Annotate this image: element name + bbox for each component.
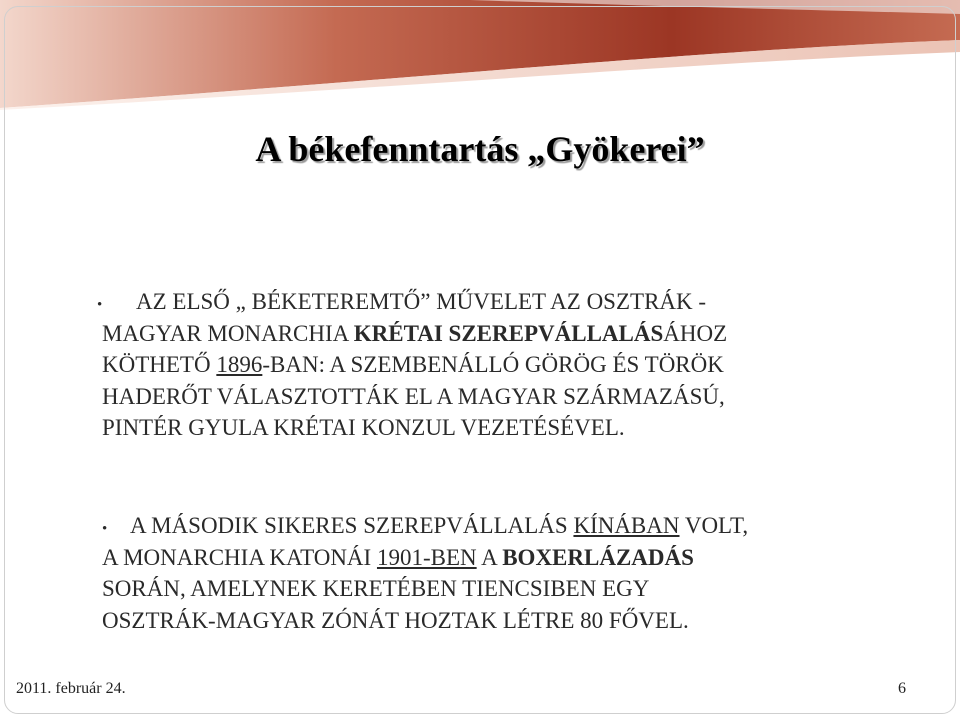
- paragraph-2-line-2: A MONARCHIA KATONÁI 1901-BEN A BOXERLÁZADÁS: [102, 544, 694, 570]
- slide-number: 6: [898, 680, 906, 697]
- paragraph-2-line-1: A MÁSODIK SIKERES SZEREPVÁLLALÁS KÍNÁBAN VOLT,: [130, 513, 749, 538]
- paragraph-1-line-3: KÖTHETŐ 1896-BAN: A SZEMBENÁLLÓ GÖRÖG ÉS TÖRÖK: [102, 352, 724, 377]
- bullet-paragraph-2: [102, 510, 862, 636]
- bold-keyword: BOXERLÁZADÁS: [502, 544, 694, 570]
- paragraph-1-line-2: MAGYAR MONARCHIA KRÉTAI SZEREPVÁLLALÁSÁHOZ: [102, 320, 728, 346]
- bullet-icon: •: [102, 521, 108, 537]
- paragraph-1-line-1: AZ ELSŐ „ BÉKETEREMTŐ” MŰVELET AZ OSZTRÁK -: [136, 289, 707, 314]
- slide-title: A békefenntartás „Gyökerei”: [255, 129, 705, 169]
- underlined-year: 1896: [216, 352, 263, 377]
- paragraph-1-line-5: PINTÉR GYULA KRÉTAI KONZUL VEZETÉSÉVEL.: [102, 415, 625, 440]
- bold-keyword: KRÉTAI SZEREPVÁLLALÁS: [353, 320, 664, 346]
- bullet-paragraph-1: [97, 286, 862, 444]
- paragraph-1-line-4: HADERŐT VÁLASZTOTTÁK EL A MAGYAR SZÁRMAZÁSÚ,: [102, 383, 725, 409]
- underlined-place: KÍNÁBAN: [573, 513, 680, 538]
- footer-date: 2011. február 24.: [16, 680, 126, 697]
- paragraph-2-line-3: SORÁN, AMELYNEK KERETÉBEN TIENCSIBEN EGY: [102, 576, 650, 601]
- paragraph-2-line-4: OSZTRÁK-MAGYAR ZÓNÁT HOZTAK LÉTRE 80 FŐVEL.: [102, 607, 689, 633]
- underlined-year: 1901-BEN: [376, 544, 477, 570]
- bullet-icon: •: [97, 297, 103, 313]
